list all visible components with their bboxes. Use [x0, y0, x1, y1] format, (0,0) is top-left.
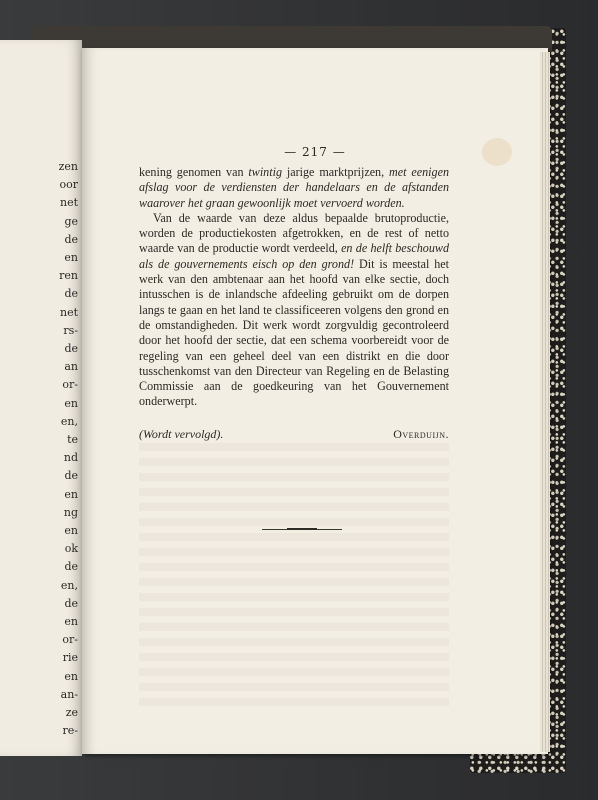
left-page-fragment: en	[64, 487, 78, 501]
left-page-fragment: net	[59, 305, 78, 319]
right-page	[82, 48, 548, 754]
left-page-fragment: rs-	[63, 323, 78, 337]
text-segment: kening genomen van	[139, 165, 249, 179]
left-page-fragment: en	[64, 615, 78, 629]
left-page-fragment: or-	[62, 633, 78, 647]
left-page-fragment: de	[64, 232, 78, 246]
left-page-fragment: en	[64, 669, 78, 683]
left-page-fragment: en,	[60, 414, 78, 428]
italic-text: twintig	[248, 165, 282, 179]
left-page-fragment: ge	[64, 214, 78, 228]
paragraph	[139, 165, 449, 211]
left-page-fragment: ren	[59, 269, 78, 283]
left-page-fragment: de	[64, 469, 78, 483]
left-page-fragment: net	[59, 196, 78, 210]
left-page-fragment: or-	[62, 378, 78, 392]
left-page-fragment: en	[64, 251, 78, 265]
left-page-fragment: re-	[62, 724, 78, 738]
left-page-fragment: de	[64, 287, 78, 301]
left-page-fragment: zen	[58, 160, 78, 173]
footer-line	[139, 427, 449, 442]
left-page-fragment: ok	[64, 542, 78, 556]
left-page-fragment: en	[64, 524, 78, 538]
left-page-fragment: te	[67, 433, 78, 447]
paragraph	[139, 211, 449, 410]
italic-text: met eenigen afslag voor de verdiensten der handelaars en de afstanden waarover het graan gewoonlijk moet vervoerd worden.	[139, 165, 449, 210]
left-page-fragment: an	[64, 360, 78, 374]
left-page-fragment: rie	[62, 651, 78, 665]
page-edges	[540, 52, 550, 752]
left-page-fragment: en	[64, 396, 78, 410]
left-page-fragment: de	[64, 596, 78, 610]
text-segment: jarige marktprijzen,	[282, 165, 390, 179]
show-through-text	[139, 443, 449, 713]
left-page-fragment: nd	[63, 451, 78, 465]
left-page-fragment: oor	[59, 178, 78, 192]
page-number: — 217 —	[284, 145, 346, 159]
italic-text: en de helft beschouwd als de gouvernements eisch op den grond!	[139, 241, 449, 271]
separator-rule-center	[287, 528, 317, 530]
body-text	[139, 165, 449, 410]
author-signature: Overduijn.	[393, 427, 449, 441]
left-page-fragment: en,	[60, 578, 78, 592]
continuation-note: (Wordt vervolgd).	[139, 427, 224, 441]
left-page	[0, 40, 82, 756]
left-page-fragment: de	[64, 560, 78, 574]
text-segment: Van de waarde van deze aldus bepaalde brutoproductie, worden de productiekosten afgetrokken, en de rest of netto waarde van de productie wordt verdeeld,	[139, 210, 449, 256]
left-page-fragment: de	[64, 342, 78, 356]
left-page-text-fragments	[59, 158, 78, 741]
left-page-fragment: ng	[63, 505, 78, 519]
left-page-fragment: ze	[65, 706, 78, 720]
text-segment: Dit is meestal het werk van den ambtenaar aan het hoofd van elke sectie, doch intusschen is de inlandsche afdeeling gebruikt om de dorpen langs te gaan en het land te classificeeren volgens den grond en de omstandigheden. Dit werk wordt zorgvuldig gecontroleerd door het hoofd der sectie, dat een schema voorbereidt voor de regeling van een geheel deel van een distrikt en die door tusschenkomst van den Directeur van Regeling en de Belasting Commissie aan de goedkeuring van het Gouvernement onderwerpt.	[139, 256, 449, 409]
left-page-fragment: an-	[60, 687, 78, 701]
